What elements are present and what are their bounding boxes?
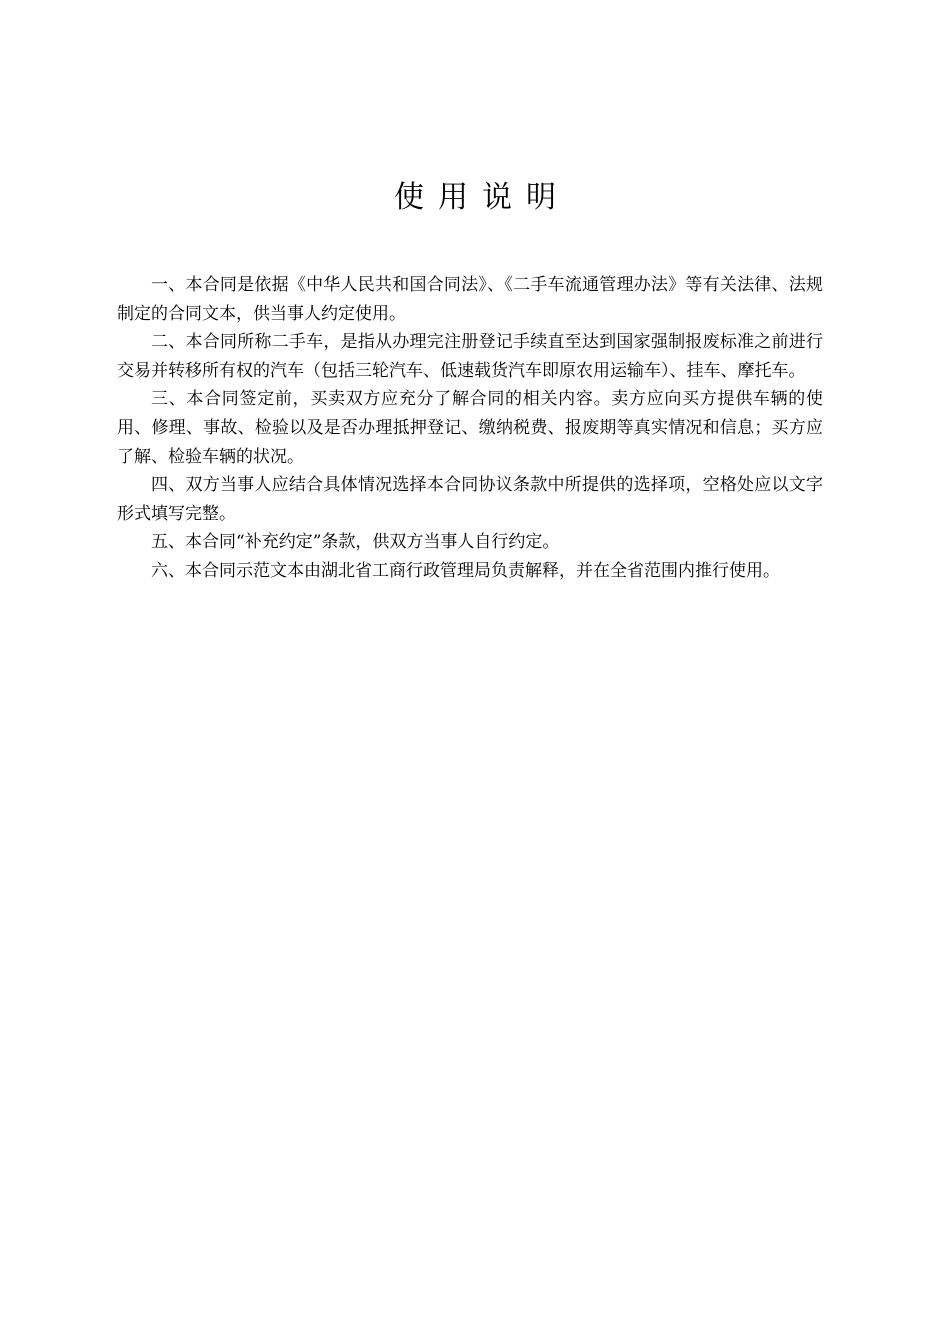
instruction-paragraph-3: 三、本合同签定前，买卖双方应充分了解合同的相关内容。卖方应向买方提供车辆的使用、修理、事故、检验以及是否办理抵押登记、缴纳税费、报废期等真实情况和信息；买方应了解、检验车辆的状况。 [117,389,823,467]
instruction-paragraph-6: 六、本合同示范文本由湖北省工商行政管理局负责解释，并在全省范围内推行使用。 [151,560,780,581]
page-title: 使用说明 [394,180,570,215]
instruction-paragraph-2: 二、本合同所称二手车，是指从办理完注册登记手续直至达到国家强制报废标准之前进行交易并转移所有权的汽车（包括三轮汽车、低速载货汽车即原农用运输车）、挂车、摩托车。 [117,332,823,381]
instruction-paragraph-1: 一、本合同是依据《中华人民共和国合同法》、《二手车流通管理办法》等有关法律、法规制定的合同文本，供当事人约定使用。 [117,275,823,324]
instructions-body [117,271,823,586]
instruction-paragraph-4: 四、双方当事人应结合具体情况选择本合同协议条款中所提供的选择项，空格处应以文字形式填写完整。 [117,475,823,524]
instruction-paragraph-5: 五、本合同“补充约定”条款，供双方当事人自行约定。 [151,532,560,553]
